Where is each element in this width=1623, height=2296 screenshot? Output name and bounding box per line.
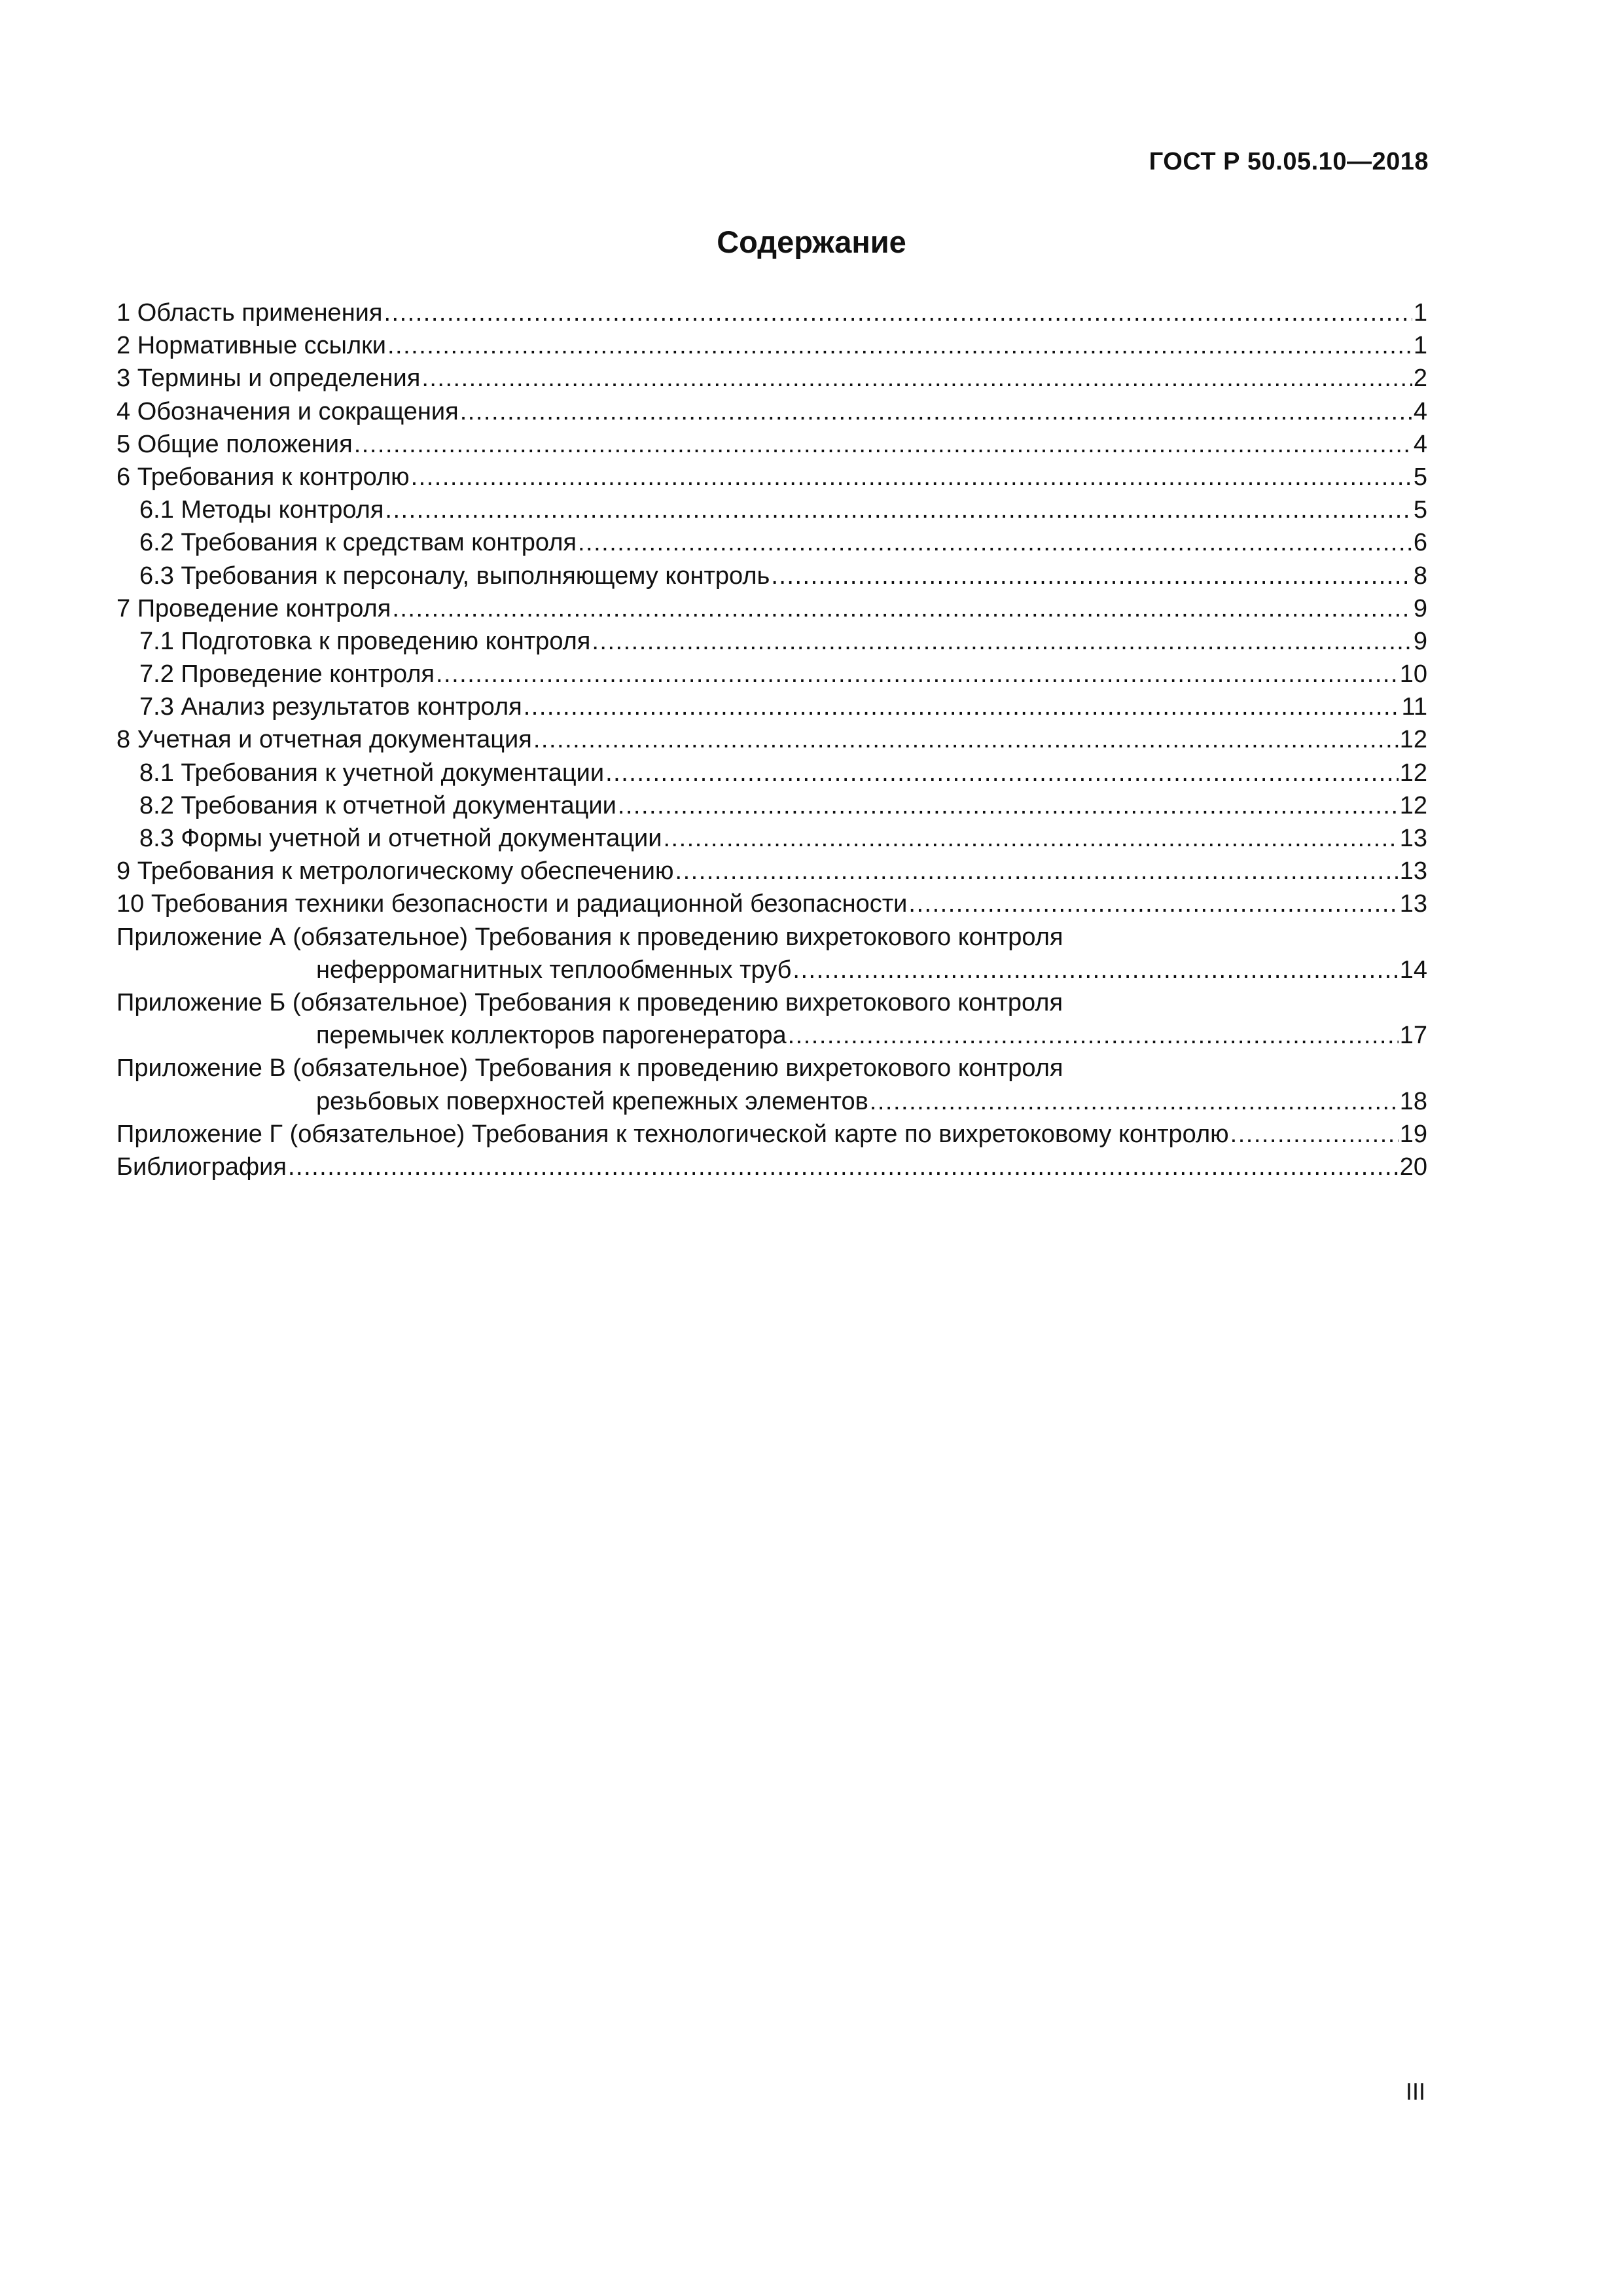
toc-leader-dots bbox=[392, 592, 1412, 625]
toc-entry[interactable] bbox=[116, 296, 1427, 329]
toc-entry-page: 19 bbox=[1399, 1120, 1427, 1148]
toc-entry-page: 14 bbox=[1399, 956, 1427, 984]
document-code: ГОСТ Р 50.05.10—2018 bbox=[1149, 148, 1429, 175]
toc-entry-label: резьбовых поверхностей крепежных элементов bbox=[316, 1087, 868, 1115]
toc-leader-dots bbox=[436, 658, 1399, 691]
toc-leader-dots bbox=[385, 493, 1412, 526]
toc-entry[interactable] bbox=[116, 1019, 1427, 1052]
toc-leader-dots bbox=[533, 723, 1399, 756]
toc-entry-label: 2 Нормативные ссылки bbox=[116, 332, 386, 360]
toc-entry-page: 13 bbox=[1399, 857, 1427, 886]
toc-entry-page: 17 bbox=[1399, 1022, 1427, 1050]
toc-entry-page: 4 bbox=[1413, 397, 1427, 425]
toc-entry-page: 12 bbox=[1399, 759, 1427, 787]
toc-entry[interactable] bbox=[116, 493, 1427, 526]
toc-entry-label: 4 Обозначения и сокращения bbox=[116, 397, 459, 425]
toc-entry-label: 8.2 Требования к отчетной документации bbox=[139, 791, 616, 819]
toc-entry-page: 8 bbox=[1413, 562, 1427, 590]
toc-leader-dots bbox=[460, 395, 1412, 428]
toc-entry-label: 7.1 Подготовка к проведению контроля bbox=[139, 627, 591, 655]
toc-entry[interactable] bbox=[116, 822, 1427, 855]
toc-entry-page: 12 bbox=[1399, 726, 1427, 754]
toc-entry-page: 11 bbox=[1401, 693, 1427, 721]
toc-leader-dots bbox=[421, 362, 1412, 395]
toc-entry-label: Приложение В (обязательное) Требования к проведению вихретокового контроля bbox=[116, 1054, 1063, 1083]
toc-entry[interactable] bbox=[116, 428, 1427, 461]
toc-entry[interactable] bbox=[116, 1085, 1427, 1118]
toc-entry-page: 9 bbox=[1413, 627, 1427, 655]
toc-entry[interactable] bbox=[116, 461, 1427, 493]
toc-leader-dots bbox=[771, 560, 1412, 592]
toc-entry-page: 1 bbox=[1413, 332, 1427, 360]
toc-entry-label: Приложение А (обязательное) Требования к проведению вихретокового контроля bbox=[116, 923, 1063, 951]
toc-entry-label: 8 Учетная и отчетная документация bbox=[116, 726, 532, 754]
toc-entry-label: 7.3 Анализ результатов контроля bbox=[139, 693, 522, 721]
toc-entry[interactable] bbox=[116, 1151, 1427, 1183]
toc-entry[interactable] bbox=[116, 1052, 1427, 1085]
toc-entry-label: 7 Проведение контроля bbox=[116, 594, 391, 622]
toc-entry-page: 12 bbox=[1399, 791, 1427, 819]
toc-entry[interactable] bbox=[116, 1118, 1427, 1151]
page-number: III bbox=[1405, 2078, 1425, 2105]
toc-entry-label: перемычек коллекторов парогенератора bbox=[316, 1022, 787, 1050]
toc-leader-dots bbox=[592, 625, 1412, 658]
toc-leader-dots bbox=[675, 855, 1399, 888]
toc-entry-page: 6 bbox=[1413, 529, 1427, 557]
toc-leader-dots bbox=[1230, 1118, 1399, 1151]
toc-entry-label: 7.2 Проведение контроля bbox=[139, 660, 435, 689]
toc-leader-dots bbox=[354, 428, 1412, 461]
toc-entry-page: 20 bbox=[1399, 1153, 1427, 1181]
toc-entry-label: 1 Область применения bbox=[116, 299, 383, 327]
toc-leader-dots bbox=[618, 789, 1399, 822]
toc-entry-page: 9 bbox=[1413, 594, 1427, 622]
toc-entry-page: 5 bbox=[1413, 463, 1427, 491]
toc-entry[interactable] bbox=[116, 560, 1427, 592]
toc-entry[interactable] bbox=[116, 395, 1427, 428]
toc-leader-dots bbox=[908, 888, 1398, 920]
toc-leader-dots bbox=[793, 954, 1398, 986]
toc-leader-dots bbox=[387, 329, 1412, 362]
toc-leader-dots bbox=[578, 526, 1412, 559]
toc-entry-page: 13 bbox=[1399, 825, 1427, 852]
toc-leader-dots bbox=[524, 691, 1400, 723]
toc-entry[interactable] bbox=[116, 625, 1427, 658]
toc-leader-dots bbox=[788, 1019, 1399, 1052]
toc-entry-label: 8.3 Формы учетной и отчетной документации bbox=[139, 825, 662, 852]
toc-entry[interactable] bbox=[116, 329, 1427, 362]
toc-title: Содержание bbox=[717, 224, 906, 259]
toc-entry-label: неферромагнитных теплообменных труб bbox=[316, 956, 792, 984]
toc-entry[interactable] bbox=[116, 691, 1427, 723]
toc-entry-page: 13 bbox=[1399, 890, 1427, 918]
toc-leader-dots bbox=[288, 1151, 1399, 1183]
toc-entry-label: 6.2 Требования к средствам контроля bbox=[139, 529, 577, 557]
toc-leader-dots bbox=[870, 1085, 1399, 1118]
toc-entry-page: 1 bbox=[1413, 299, 1427, 327]
toc-entry-label: 6.3 Требования к персоналу, выполняющему контроль bbox=[139, 562, 770, 590]
toc-entry-page: 18 bbox=[1399, 1087, 1427, 1115]
toc-entry-label: 5 Общие положения bbox=[116, 430, 353, 458]
toc-entry[interactable] bbox=[116, 954, 1427, 986]
toc-entry-label: 6.1 Методы контроля bbox=[139, 496, 384, 524]
toc-entry[interactable] bbox=[116, 362, 1427, 395]
toc-entry-label: Приложение Г (обязательное) Требования к технологической карте по вихретоковому контролю bbox=[116, 1120, 1229, 1148]
toc-entry-page: 10 bbox=[1399, 660, 1427, 689]
toc-entry-label: Библиография bbox=[116, 1153, 287, 1181]
toc-entry-label: 6 Требования к контролю bbox=[116, 463, 410, 491]
toc-entry[interactable] bbox=[116, 757, 1427, 789]
toc-leader-dots bbox=[663, 822, 1398, 855]
toc-entry-page: 4 bbox=[1413, 430, 1427, 458]
toc-entry-label: 8.1 Требования к учетной документации bbox=[139, 759, 605, 787]
toc-entry-label: 3 Термины и определения bbox=[116, 365, 421, 393]
toc-entry[interactable] bbox=[116, 658, 1427, 691]
toc-entry-label: Приложение Б (обязательное) Требования к проведению вихретокового контроля bbox=[116, 988, 1063, 1016]
toc-entry[interactable] bbox=[116, 888, 1427, 920]
toc-entry-label: 10 Требования техники безопасности и радиационной безопасности bbox=[116, 890, 908, 918]
toc-entry[interactable] bbox=[116, 855, 1427, 888]
toc-entry[interactable] bbox=[116, 592, 1427, 625]
toc-entry-label: 9 Требования к метрологическому обеспечению bbox=[116, 857, 674, 886]
toc-entry[interactable] bbox=[116, 921, 1427, 954]
toc-entry-page: 2 bbox=[1413, 365, 1427, 393]
toc-entry[interactable] bbox=[116, 986, 1427, 1019]
toc-leader-dots bbox=[411, 461, 1412, 493]
toc-leader-dots bbox=[383, 296, 1412, 329]
toc-entry[interactable] bbox=[116, 526, 1427, 559]
toc-entry[interactable] bbox=[116, 789, 1427, 822]
table-of-contents bbox=[116, 296, 1427, 1183]
toc-entry[interactable] bbox=[116, 723, 1427, 756]
toc-entry-page: 5 bbox=[1413, 496, 1427, 524]
toc-leader-dots bbox=[605, 757, 1399, 789]
